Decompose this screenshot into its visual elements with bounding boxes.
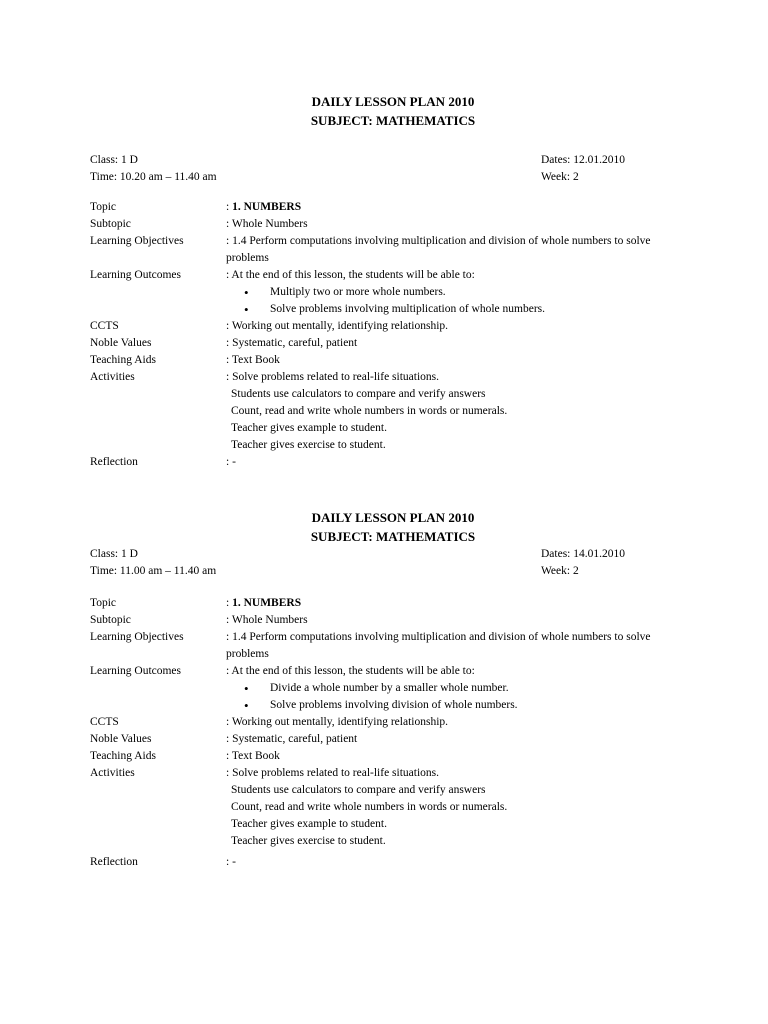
objectives-row <box>0 233 768 267</box>
subtopic-value: : Whole Numbers <box>226 218 308 230</box>
objectives-label: Learning Objectives <box>90 235 184 247</box>
teaching-aids-label: Teaching Aids <box>90 750 156 762</box>
dates-text: Dates: 14.01.2010 <box>541 548 626 560</box>
activities-row <box>0 369 768 386</box>
teaching-aids-value: : Text Book <box>226 354 280 366</box>
activities-row <box>0 765 768 782</box>
activity-line: Count, read and write whole numbers in words or numerals. <box>231 405 508 417</box>
reflection-value: : - <box>226 856 236 868</box>
activities-label: Activities <box>90 371 135 383</box>
activities-label: Activities <box>90 767 135 779</box>
list-item: • Solve problems involving multiplication of whole numbers. <box>0 301 768 318</box>
subtopic-row <box>0 216 768 233</box>
ccts-value: : Working out mentally, identifying relationship. <box>226 320 449 332</box>
reflection-value: : - <box>226 456 236 468</box>
teaching-aids-row <box>0 748 768 765</box>
teaching-aids-row <box>0 352 768 369</box>
noble-values-value: : Systematic, careful, patient <box>226 337 358 349</box>
outcomes-row <box>0 663 768 680</box>
plan-title: DAILY LESSON PLAN 2010 <box>311 510 475 525</box>
ccts-row <box>0 714 768 731</box>
topic-row <box>0 595 768 612</box>
header-row <box>0 169 768 186</box>
activity-line: : Solve problems related to real-life situations. <box>226 767 440 779</box>
outcomes-list <box>0 284 768 318</box>
time-text: Time: 10.20 am – 11.40 am <box>90 171 217 183</box>
list-item: • Solve problems involving division of whole numbers. <box>0 697 768 714</box>
outcomes-row <box>0 267 768 284</box>
outcomes-label: Learning Outcomes <box>90 269 182 281</box>
noble-values-row <box>0 335 768 352</box>
subtopic-label: Subtopic <box>90 614 131 626</box>
lesson-plan-1 <box>0 92 768 471</box>
teaching-aids-value: : Text Book <box>226 750 280 762</box>
objectives-label: Learning Objectives <box>90 631 184 643</box>
activity-line: : Solve problems related to real-life situations. <box>226 371 440 383</box>
objectives-value: : 1.4 Perform computations involving multiplication and division of whole numbers to solve problems <box>226 631 651 660</box>
topic-row <box>0 199 768 216</box>
week-text: Week: 2 <box>541 171 579 183</box>
reflection-label: Reflection <box>90 456 138 468</box>
time-text: Time: 11.00 am – 11.40 am <box>90 565 217 577</box>
outcomes-list <box>0 680 768 714</box>
class-text: Class: 1 D <box>90 548 138 560</box>
outcomes-value: : At the end of this lesson, the students will be able to: <box>226 269 475 281</box>
activity-line: Students use calculators to compare and verify answers <box>231 388 486 400</box>
noble-values-label: Noble Values <box>90 337 152 349</box>
week-text: Week: 2 <box>541 565 579 577</box>
header-row <box>0 563 768 580</box>
ccts-label: CCTS <box>90 320 119 332</box>
subtopic-row <box>0 612 768 629</box>
topic-prefix: : <box>226 201 233 213</box>
noble-values-row <box>0 731 768 748</box>
reflection-row <box>0 854 768 871</box>
teaching-aids-label: Teaching Aids <box>90 354 156 366</box>
noble-values-value: : Systematic, careful, patient <box>226 733 358 745</box>
header-row <box>0 546 768 563</box>
class-text: Class: 1 D <box>90 154 138 166</box>
topic-label: Topic <box>90 597 117 609</box>
header-row <box>0 152 768 169</box>
noble-values-label: Noble Values <box>90 733 152 745</box>
plan-subject: SUBJECT: MATHEMATICS <box>310 529 476 544</box>
objectives-value: : 1.4 Perform computations involving multiplication and division of whole numbers to solve problems <box>226 235 651 264</box>
activity-line: Teacher gives exercise to student. <box>231 835 386 847</box>
dates-text: Dates: 12.01.2010 <box>541 154 626 166</box>
topic-value: 1. NUMBERS <box>232 201 302 213</box>
outcomes-value: : At the end of this lesson, the students will be able to: <box>226 665 475 677</box>
ccts-value: : Working out mentally, identifying relationship. <box>226 716 449 728</box>
plan-title: DAILY LESSON PLAN 2010 <box>311 94 475 109</box>
reflection-row <box>0 454 768 471</box>
activity-line: Students use calculators to compare and verify answers <box>231 784 486 796</box>
reflection-label: Reflection <box>90 856 138 868</box>
objectives-row <box>0 629 768 663</box>
topic-value: 1. NUMBERS <box>232 597 302 609</box>
ccts-label: CCTS <box>90 716 119 728</box>
outcomes-label: Learning Outcomes <box>90 665 182 677</box>
activity-line: Teacher gives example to student. <box>231 818 387 830</box>
plan-subject: SUBJECT: MATHEMATICS <box>310 113 476 128</box>
subtopic-label: Subtopic <box>90 218 131 230</box>
lesson-plan-2 <box>0 508 768 871</box>
ccts-row <box>0 318 768 335</box>
list-item: • Divide a whole number by a smaller whole number. <box>0 680 768 697</box>
activity-line: Teacher gives example to student. <box>231 422 387 434</box>
topic-label: Topic <box>90 201 117 213</box>
activity-line: Teacher gives exercise to student. <box>231 439 386 451</box>
activity-line: Count, read and write whole numbers in words or numerals. <box>231 801 508 813</box>
subtopic-value: : Whole Numbers <box>226 614 308 626</box>
list-item: • Multiply two or more whole numbers. <box>0 284 768 301</box>
topic-prefix: : <box>226 597 233 609</box>
